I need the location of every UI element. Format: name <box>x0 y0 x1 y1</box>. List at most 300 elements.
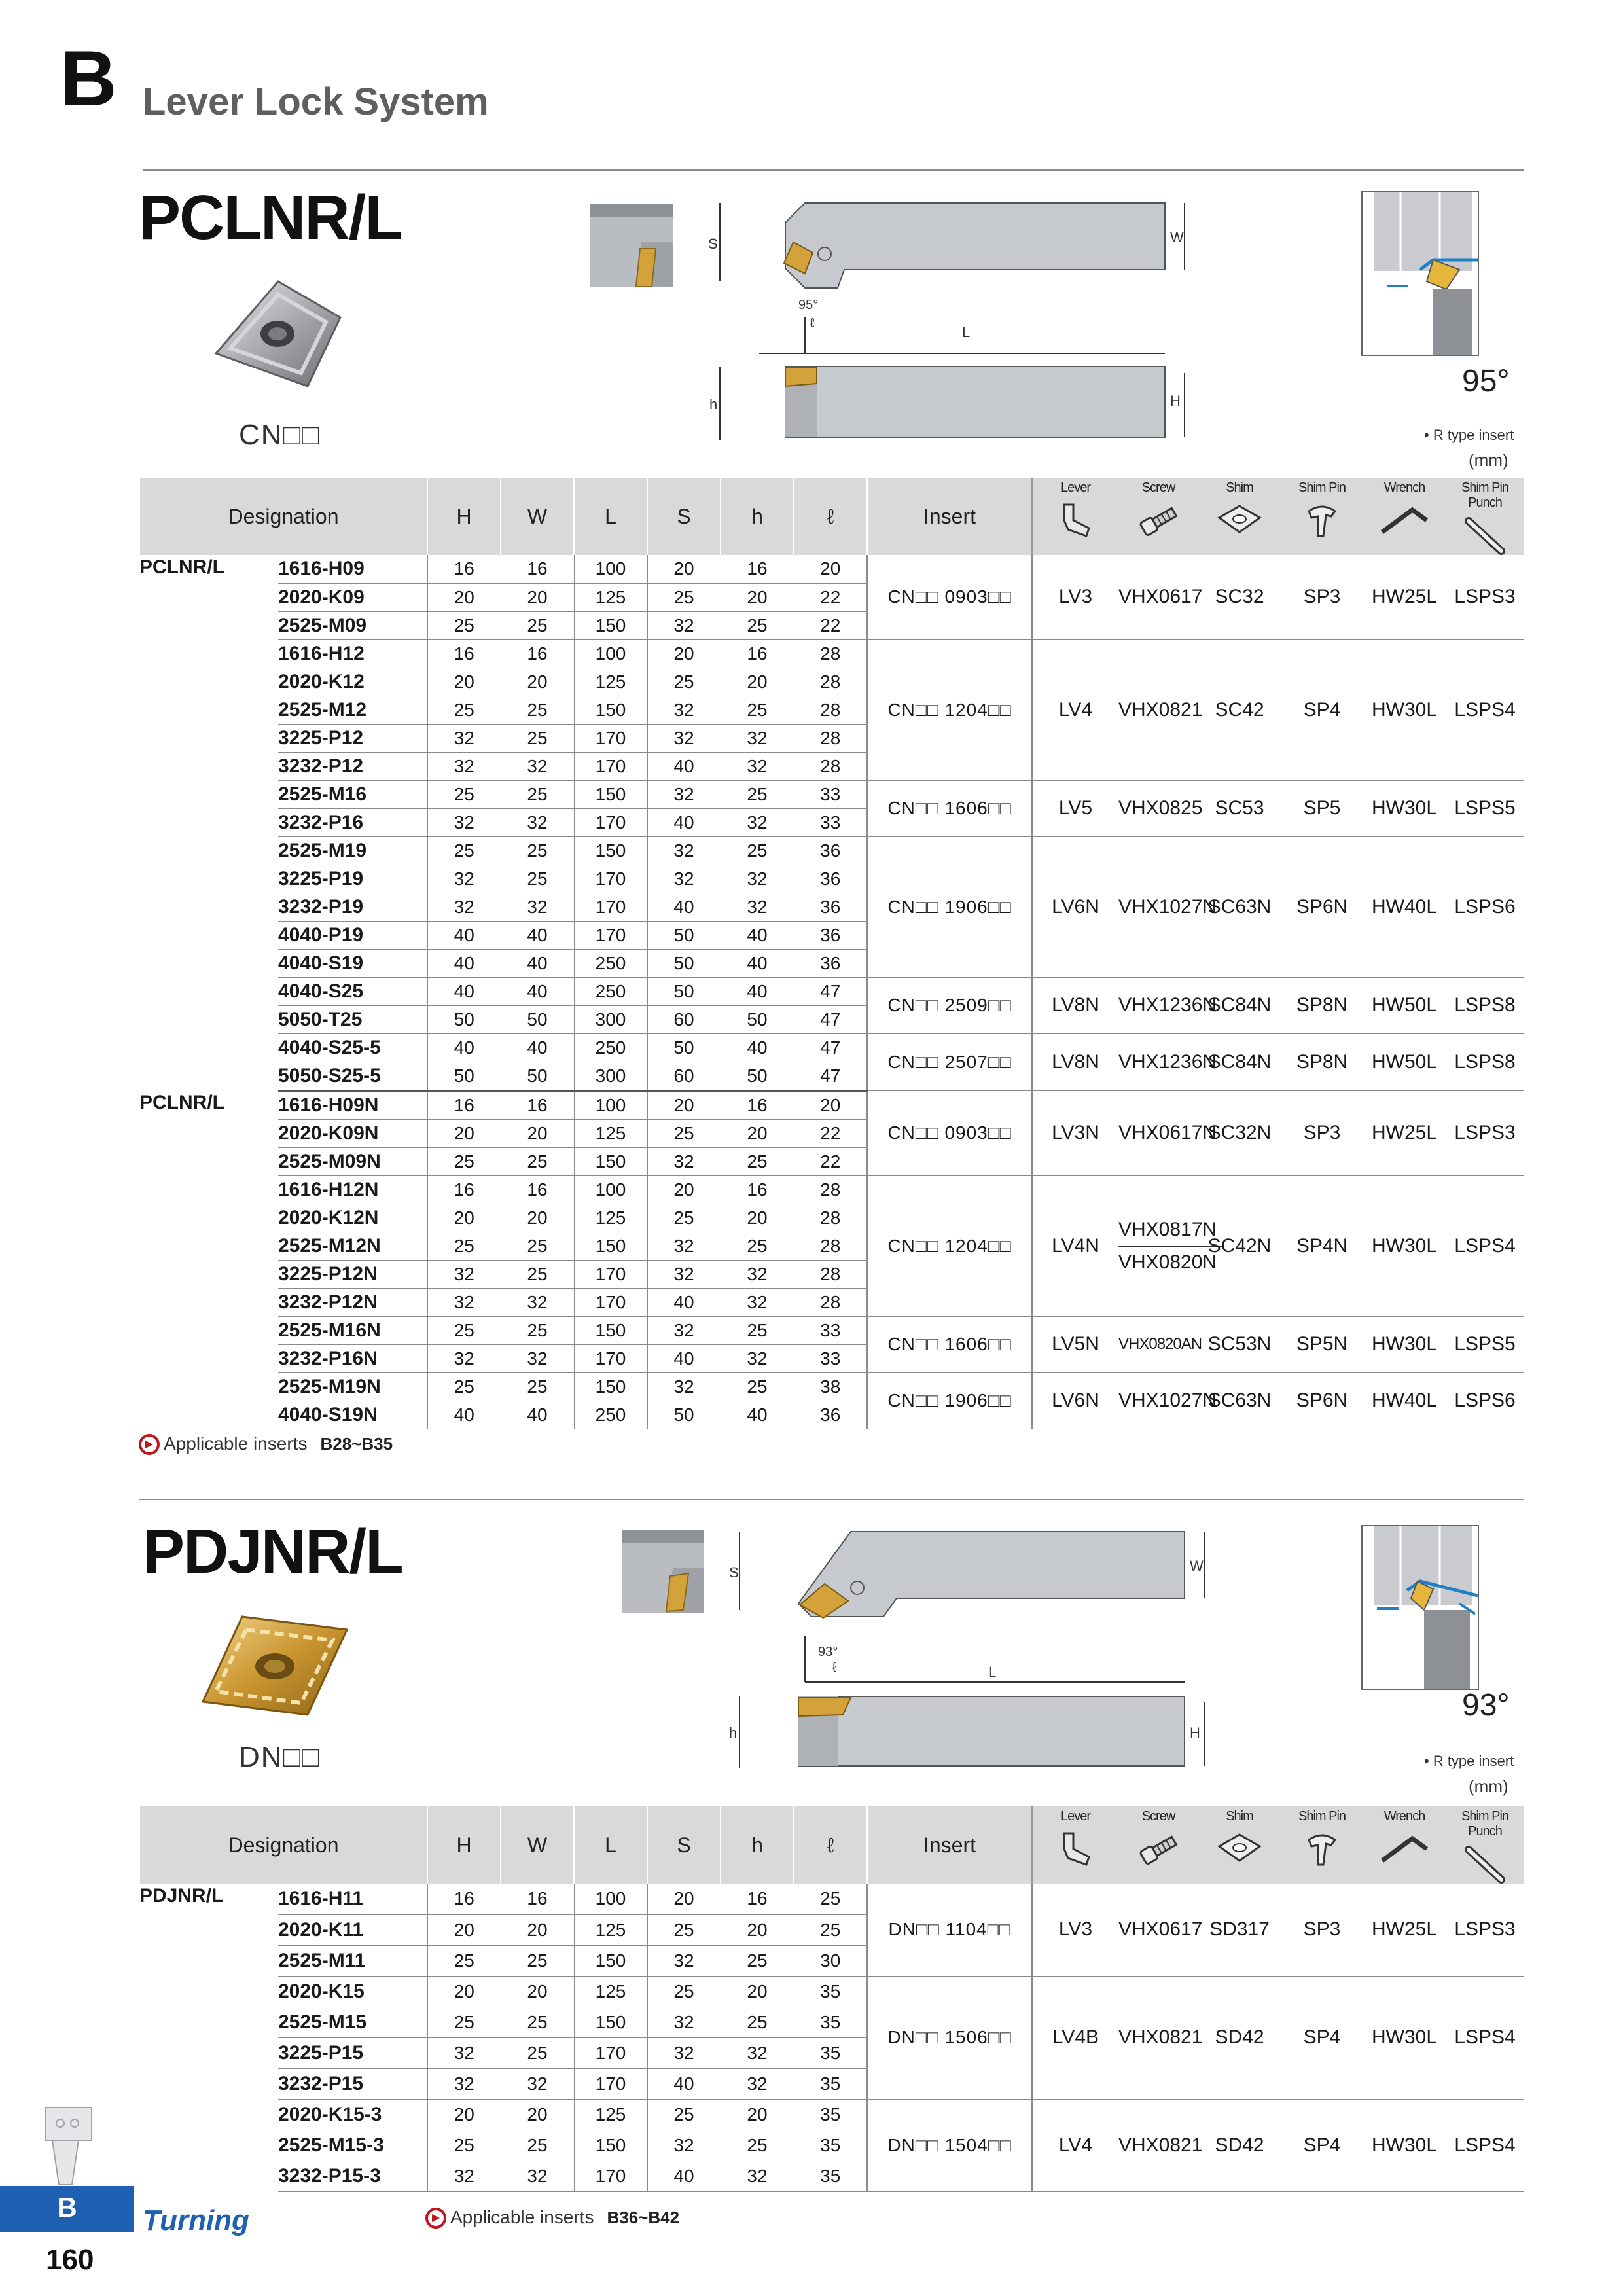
dimension-cell: 250 <box>574 1033 647 1062</box>
svg-text:S: S <box>729 1564 739 1581</box>
screw-code: VHX0617 <box>1118 1884 1198 1976</box>
col-l: ℓ <box>794 1806 867 1884</box>
designation-code: 2020-K12 <box>278 668 427 696</box>
col-W: W <box>501 478 574 555</box>
dimension-cell: 20 <box>427 1119 501 1147</box>
dimension-cell: 25 <box>721 780 794 808</box>
unit-pdjnr: (mm) <box>1469 1776 1508 1796</box>
punch-code: LSPS8 <box>1446 977 1524 1033</box>
dimension-cell: 33 <box>794 1316 867 1344</box>
dimension-cell: 32 <box>427 808 501 836</box>
dimension-cell: 170 <box>574 865 647 893</box>
dimension-cell: 32 <box>501 893 574 921</box>
shim-code: SC63N <box>1198 836 1281 977</box>
svg-text:h: h <box>729 1725 738 1741</box>
wrench-code: HW30L <box>1363 2099 1446 2191</box>
wrench-code: HW25L <box>1363 555 1446 639</box>
spec-table-pclnr <box>139 478 1524 1429</box>
designation-code: 2525-M12 <box>278 696 427 724</box>
col-screw: Screw <box>1118 478 1198 555</box>
dimension-cell: 25 <box>427 2007 501 2037</box>
shim-icon <box>1217 503 1262 536</box>
wrench-code: HW25L <box>1363 1884 1446 1976</box>
shim-icon <box>1217 1832 1262 1865</box>
dimension-cell: 20 <box>427 1914 501 1945</box>
col-lever: Lever <box>1032 1806 1118 1884</box>
lever-code: LV4N <box>1032 1175 1118 1316</box>
dimension-drawing-pclnr <box>700 196 1198 445</box>
dimension-cell: 32 <box>647 1372 721 1401</box>
dimension-cell: 100 <box>574 555 647 583</box>
dimension-cell: 16 <box>427 639 501 668</box>
wrench-icon <box>1378 1832 1431 1865</box>
shim-pin-icon <box>1302 1829 1342 1869</box>
col-wrench: Wrench <box>1363 1806 1446 1884</box>
col-L: L <box>574 1806 647 1884</box>
dimension-cell: 32 <box>427 1260 501 1288</box>
table-row <box>139 2099 1524 2130</box>
designation-code: 2020-K12N <box>278 1204 427 1232</box>
dimension-cell: 40 <box>427 949 501 977</box>
dimension-cell: 25 <box>647 1119 721 1147</box>
lever-code: LV8N <box>1032 977 1118 1033</box>
dimension-cell: 32 <box>501 1288 574 1316</box>
shim-code: SD317 <box>1198 1884 1281 1976</box>
dimension-cell: 16 <box>427 1884 501 1914</box>
designation-code: 3232-P19 <box>278 893 427 921</box>
dimension-cell: 150 <box>574 1945 647 1976</box>
dimension-cell: 32 <box>427 2068 501 2099</box>
page-number: 160 <box>46 2244 94 2276</box>
wrench-code: HW40L <box>1363 836 1446 977</box>
screw-code: VHX0821 <box>1118 2099 1198 2191</box>
dimension-cell: 20 <box>721 583 794 611</box>
dimension-cell: 32 <box>721 1260 794 1288</box>
dimension-cell: 60 <box>647 1005 721 1033</box>
dimension-cell: 40 <box>647 752 721 780</box>
dimension-cell: 250 <box>574 949 647 977</box>
shim-pin-code: SP3 <box>1281 1884 1363 1976</box>
dimension-cell: 150 <box>574 2007 647 2037</box>
dimension-cell: 47 <box>794 1062 867 1090</box>
designation-code: 2020-K15 <box>278 1976 427 2007</box>
dimension-cell: 28 <box>794 1175 867 1204</box>
dimension-cell: 20 <box>721 1976 794 2007</box>
dimension-cell: 28 <box>794 1288 867 1316</box>
dimension-cell: 20 <box>647 1175 721 1204</box>
dimension-cell: 33 <box>794 780 867 808</box>
dimension-cell: 32 <box>427 724 501 752</box>
dimension-cell: 32 <box>427 2161 501 2191</box>
designation-code: 2525-M15-3 <box>278 2130 427 2161</box>
dimension-cell: 25 <box>501 1945 574 1976</box>
dimension-drawing-pdjnr <box>720 1525 1217 1774</box>
designation-code: 3232-P15 <box>278 2068 427 2099</box>
dimension-cell: 32 <box>647 1260 721 1288</box>
dimension-cell: 25 <box>721 1147 794 1175</box>
designation-code: 3232-P12 <box>278 752 427 780</box>
lever-code: LV8N <box>1032 1033 1118 1090</box>
dimension-cell: 170 <box>574 752 647 780</box>
punch-code: LSPS3 <box>1446 555 1524 639</box>
table-row <box>139 977 1524 1005</box>
dimension-cell: 100 <box>574 1175 647 1204</box>
table-row <box>139 1372 1524 1401</box>
shim-pin-icon <box>1302 501 1342 540</box>
shim-pin-code: SP4 <box>1281 1976 1363 2099</box>
punch-code: LSPS4 <box>1446 2099 1524 2191</box>
applicable-inserts-pclnr[interactable]: Applicable inserts B28~B35 <box>139 1433 393 1455</box>
designation-code: 3225-P12 <box>278 724 427 752</box>
dimension-cell: 20 <box>427 2099 501 2130</box>
screw-code: VHX0617 <box>1118 555 1198 639</box>
dimension-cell: 150 <box>574 2130 647 2161</box>
dimension-cell: 20 <box>794 555 867 583</box>
series-name: PCLNR/L <box>139 1092 224 1113</box>
dimension-cell: 16 <box>501 555 574 583</box>
insert-code: CN□□ 1204□□ <box>867 1175 1032 1316</box>
dimension-cell: 20 <box>501 1204 574 1232</box>
designation-code: 2020-K09 <box>278 583 427 611</box>
dimension-cell: 32 <box>647 2007 721 2037</box>
dimension-cell: 16 <box>501 1884 574 1914</box>
designation-code: 4040-S25-5 <box>278 1033 427 1062</box>
svg-text:h: h <box>709 396 718 412</box>
shim-pin-code: SP3 <box>1281 1090 1363 1175</box>
dimension-cell: 32 <box>647 2037 721 2068</box>
dimension-cell: 32 <box>647 1945 721 1976</box>
wrench-code: HW30L <box>1363 1175 1446 1316</box>
dimension-cell: 25 <box>501 2007 574 2037</box>
dimension-cell: 40 <box>721 1033 794 1062</box>
designation-code: 2525-M16N <box>278 1316 427 1344</box>
dimension-cell: 22 <box>794 1147 867 1175</box>
dimension-cell: 170 <box>574 2161 647 2191</box>
dimension-cell: 32 <box>721 2161 794 2191</box>
dimension-cell: 32 <box>647 724 721 752</box>
dimension-cell: 150 <box>574 780 647 808</box>
applicable-inserts-pdjnr[interactable]: Applicable inserts B36~B42 <box>425 2207 679 2229</box>
dimension-cell: 25 <box>427 1945 501 1976</box>
punch-icon <box>1462 1844 1508 1884</box>
dimension-cell: 25 <box>647 1976 721 2007</box>
dimension-cell: 25 <box>721 696 794 724</box>
svg-text:W: W <box>1170 229 1184 245</box>
dimension-cell: 32 <box>647 2130 721 2161</box>
designation-code: 5050-S25-5 <box>278 1062 427 1090</box>
dimension-cell: 170 <box>574 808 647 836</box>
dimension-cell: 40 <box>427 1401 501 1429</box>
lever-icon <box>1056 1829 1096 1869</box>
dimension-cell: 22 <box>794 583 867 611</box>
svg-text:ℓ: ℓ <box>810 316 815 331</box>
shim-code: SC63N <box>1198 1372 1281 1429</box>
dimension-cell: 20 <box>501 668 574 696</box>
dimension-cell: 32 <box>721 893 794 921</box>
dimension-cell: 125 <box>574 1914 647 1945</box>
dimension-cell: 20 <box>721 1119 794 1147</box>
dimension-cell: 32 <box>721 865 794 893</box>
dimension-cell: 32 <box>721 1288 794 1316</box>
col-S: S <box>647 478 721 555</box>
dimension-cell: 100 <box>574 1884 647 1914</box>
table-row <box>139 1884 1524 1914</box>
col-punch: Shim Pin Punch <box>1446 478 1524 555</box>
col-lever: Lever <box>1032 478 1118 555</box>
shim-code: SC53N <box>1198 1316 1281 1372</box>
dimension-cell: 32 <box>647 865 721 893</box>
insert-code: CN□□ 1906□□ <box>867 1372 1032 1429</box>
dimension-cell: 150 <box>574 1372 647 1401</box>
dimension-cell: 25 <box>501 1232 574 1260</box>
svg-text:95°: 95° <box>798 298 819 312</box>
dimension-cell: 32 <box>647 1232 721 1260</box>
shim-code: SC42 <box>1198 639 1281 780</box>
dimension-cell: 36 <box>794 893 867 921</box>
col-W: W <box>501 1806 574 1884</box>
dimension-cell: 150 <box>574 1232 647 1260</box>
dimension-cell: 40 <box>647 2068 721 2099</box>
dimension-cell: 36 <box>794 836 867 865</box>
dimension-cell: 20 <box>721 668 794 696</box>
designation-code: 2020-K15-3 <box>278 2099 427 2130</box>
designation-code: 2525-M19 <box>278 836 427 865</box>
dimension-cell: 32 <box>501 2161 574 2191</box>
col-insert: Insert <box>867 478 1032 555</box>
dimension-cell: 40 <box>721 949 794 977</box>
shim-pin-code: SP4N <box>1281 1175 1363 1316</box>
lever-code: LV3 <box>1032 555 1118 639</box>
insert-code: CN□□ 1906□□ <box>867 836 1032 977</box>
dimension-cell: 125 <box>574 1119 647 1147</box>
dimension-cell: 25 <box>721 1372 794 1401</box>
margin-tool-icon <box>26 2101 98 2186</box>
dimension-cell: 50 <box>647 977 721 1005</box>
screw-icon <box>1135 1829 1181 1869</box>
dimension-cell: 40 <box>721 1401 794 1429</box>
col-insert: Insert <box>867 1806 1032 1884</box>
shim-pin-code: SP3 <box>1281 555 1363 639</box>
svg-text:L: L <box>962 324 971 340</box>
dimension-cell: 125 <box>574 2099 647 2130</box>
dimension-cell: 50 <box>427 1062 501 1090</box>
dimension-cell: 100 <box>574 1090 647 1119</box>
lever-code: LV6N <box>1032 1372 1118 1429</box>
shim-code: SC84N <box>1198 977 1281 1033</box>
dimension-cell: 28 <box>794 1204 867 1232</box>
dimension-cell: 50 <box>721 1062 794 1090</box>
dimension-cell: 25 <box>427 1372 501 1401</box>
dimension-cell: 25 <box>427 2130 501 2161</box>
svg-text:ℓ: ℓ <box>832 1660 837 1675</box>
dimension-cell: 32 <box>427 1288 501 1316</box>
dimension-cell: 32 <box>721 752 794 780</box>
screw-code: VHX1027N <box>1118 836 1198 977</box>
designation-code: 3232-P16N <box>278 1344 427 1372</box>
arrow-circle-icon <box>425 2208 446 2229</box>
chapter-letter: B <box>60 35 117 122</box>
dimension-cell: 25 <box>501 1147 574 1175</box>
dimension-cell: 35 <box>794 1976 867 2007</box>
dimension-cell: 38 <box>794 1372 867 1401</box>
dimension-cell: 47 <box>794 977 867 1005</box>
shim-code: SD42 <box>1198 2099 1281 2191</box>
insert-label-cn: CN□□ <box>239 419 321 451</box>
designation-code: 5050-T25 <box>278 1005 427 1033</box>
shim-code: SC32 <box>1198 555 1281 639</box>
dimension-cell: 25 <box>501 1372 574 1401</box>
table-row <box>139 1090 1524 1119</box>
punch-code: LSPS3 <box>1446 1090 1524 1175</box>
designation-code: 3225-P15 <box>278 2037 427 2068</box>
dimension-cell: 20 <box>427 668 501 696</box>
dimension-cell: 20 <box>721 2099 794 2130</box>
dimension-cell: 50 <box>647 949 721 977</box>
insert-code: CN□□ 1606□□ <box>867 780 1032 836</box>
dimension-cell: 32 <box>721 1344 794 1372</box>
dimension-cell: 25 <box>794 1914 867 1945</box>
dimension-cell: 170 <box>574 724 647 752</box>
dimension-cell: 170 <box>574 2068 647 2099</box>
dimension-cell: 20 <box>794 1090 867 1119</box>
dimension-cell: 170 <box>574 921 647 949</box>
dimension-cell: 50 <box>647 921 721 949</box>
dimension-cell: 28 <box>794 724 867 752</box>
dimension-cell: 35 <box>794 2099 867 2130</box>
dimension-cell: 20 <box>501 1976 574 2007</box>
designation-code: 1616-H11 <box>278 1884 427 1914</box>
dimension-cell: 36 <box>794 921 867 949</box>
dimension-cell: 40 <box>501 921 574 949</box>
dimension-cell: 35 <box>794 2130 867 2161</box>
footer-chapter-tab[interactable]: B <box>0 2186 134 2229</box>
insert-cn-image <box>209 275 347 393</box>
dimension-cell: 25 <box>647 1204 721 1232</box>
dimension-cell: 250 <box>574 1401 647 1429</box>
dimension-cell: 40 <box>501 977 574 1005</box>
dimension-cell: 40 <box>721 921 794 949</box>
col-screw: Screw <box>1118 1806 1198 1884</box>
dimension-cell: 40 <box>647 893 721 921</box>
wrench-code: HW30L <box>1363 1316 1446 1372</box>
dimension-cell: 28 <box>794 639 867 668</box>
col-shim-pin: Shim Pin <box>1281 478 1363 555</box>
dimension-cell: 32 <box>427 752 501 780</box>
lever-code: LV3N <box>1032 1090 1118 1175</box>
screw-code: VHX1236N <box>1118 977 1198 1033</box>
tool-photo-pdjnr <box>620 1529 705 1614</box>
dimension-cell: 40 <box>501 1401 574 1429</box>
dimension-cell: 25 <box>721 2007 794 2037</box>
dimension-cell: 25 <box>501 836 574 865</box>
dimension-cell: 32 <box>721 724 794 752</box>
dimension-cell: 40 <box>647 808 721 836</box>
dimension-cell: 32 <box>501 1344 574 1372</box>
screw-code: VHX0617N <box>1118 1090 1198 1175</box>
dimension-cell: 40 <box>647 2161 721 2191</box>
shim-pin-code: SP4 <box>1281 639 1363 780</box>
designation-code: 2525-M12N <box>278 1232 427 1260</box>
dimension-cell: 32 <box>721 808 794 836</box>
screw-icon <box>1135 501 1181 540</box>
designation-code: 4040-S25 <box>278 977 427 1005</box>
insert-code: CN□□ 2509□□ <box>867 977 1032 1033</box>
dimension-cell: 20 <box>647 639 721 668</box>
screw-code: VHX0821 <box>1118 1976 1198 2099</box>
dimension-cell: 20 <box>427 583 501 611</box>
dimension-cell: 40 <box>501 1033 574 1062</box>
dimension-cell: 35 <box>794 2161 867 2191</box>
screw-code: VHX0825 <box>1118 780 1198 836</box>
dimension-cell: 32 <box>647 836 721 865</box>
dimension-cell: 36 <box>794 865 867 893</box>
punch-code: LSPS6 <box>1446 1372 1524 1429</box>
dimension-cell: 28 <box>794 696 867 724</box>
dimension-cell: 20 <box>501 583 574 611</box>
dimension-cell: 32 <box>427 865 501 893</box>
lever-code: LV6N <box>1032 836 1118 977</box>
dimension-cell: 25 <box>501 1260 574 1288</box>
designation-code: 3225-P12N <box>278 1260 427 1288</box>
designation-code: 2020-K09N <box>278 1119 427 1147</box>
screw-code: VHX1236N <box>1118 1033 1198 1090</box>
insert-code: CN□□ 1606□□ <box>867 1316 1032 1372</box>
col-l: ℓ <box>794 478 867 555</box>
dimension-cell: 40 <box>647 1288 721 1316</box>
dimension-cell: 50 <box>647 1033 721 1062</box>
dimension-cell: 150 <box>574 696 647 724</box>
footer-section-name: Turning <box>143 2204 249 2236</box>
dimension-cell: 40 <box>427 1033 501 1062</box>
col-H: H <box>427 1806 501 1884</box>
lever-code: LV3 <box>1032 1884 1118 1976</box>
designation-code: 4040-S19 <box>278 949 427 977</box>
insert-dn-image <box>196 1610 353 1721</box>
designation-code: 3225-P19 <box>278 865 427 893</box>
punch-code: LSPS4 <box>1446 1175 1524 1316</box>
dimension-cell: 20 <box>647 1884 721 1914</box>
punch-code: LSPS5 <box>1446 780 1524 836</box>
table-row <box>139 555 1524 583</box>
screw-code: VHX0817N VHX0820N <box>1118 1175 1198 1316</box>
dimension-cell: 250 <box>574 977 647 1005</box>
designation-code: 2525-M11 <box>278 1945 427 1976</box>
punch-code: LSPS5 <box>1446 1316 1524 1372</box>
dimension-cell: 25 <box>501 865 574 893</box>
insert-label-dn: DN□□ <box>239 1741 321 1773</box>
table-row <box>139 1175 1524 1204</box>
dimension-cell: 32 <box>647 780 721 808</box>
designation-code: 4040-P19 <box>278 921 427 949</box>
wrench-code: HW25L <box>1363 1090 1446 1175</box>
shim-pin-code: SP5N <box>1281 1316 1363 1372</box>
dimension-cell: 300 <box>574 1005 647 1033</box>
designation-code: 2525-M16 <box>278 780 427 808</box>
page-title: Lever Lock System <box>143 81 489 123</box>
dimension-cell: 32 <box>501 752 574 780</box>
dimension-cell: 22 <box>794 611 867 639</box>
dimension-cell: 150 <box>574 1147 647 1175</box>
approach-angle-pclnr: 95° <box>1462 364 1510 399</box>
insert-code: DN□□ 1104□□ <box>867 1884 1032 1976</box>
dimension-cell: 100 <box>574 639 647 668</box>
shim-code: SC84N <box>1198 1033 1281 1090</box>
wrench-code: HW30L <box>1363 639 1446 780</box>
dimension-cell: 20 <box>501 1119 574 1147</box>
dimension-cell: 25 <box>721 1945 794 1976</box>
lever-code: LV4 <box>1032 2099 1118 2191</box>
dimension-cell: 16 <box>427 555 501 583</box>
